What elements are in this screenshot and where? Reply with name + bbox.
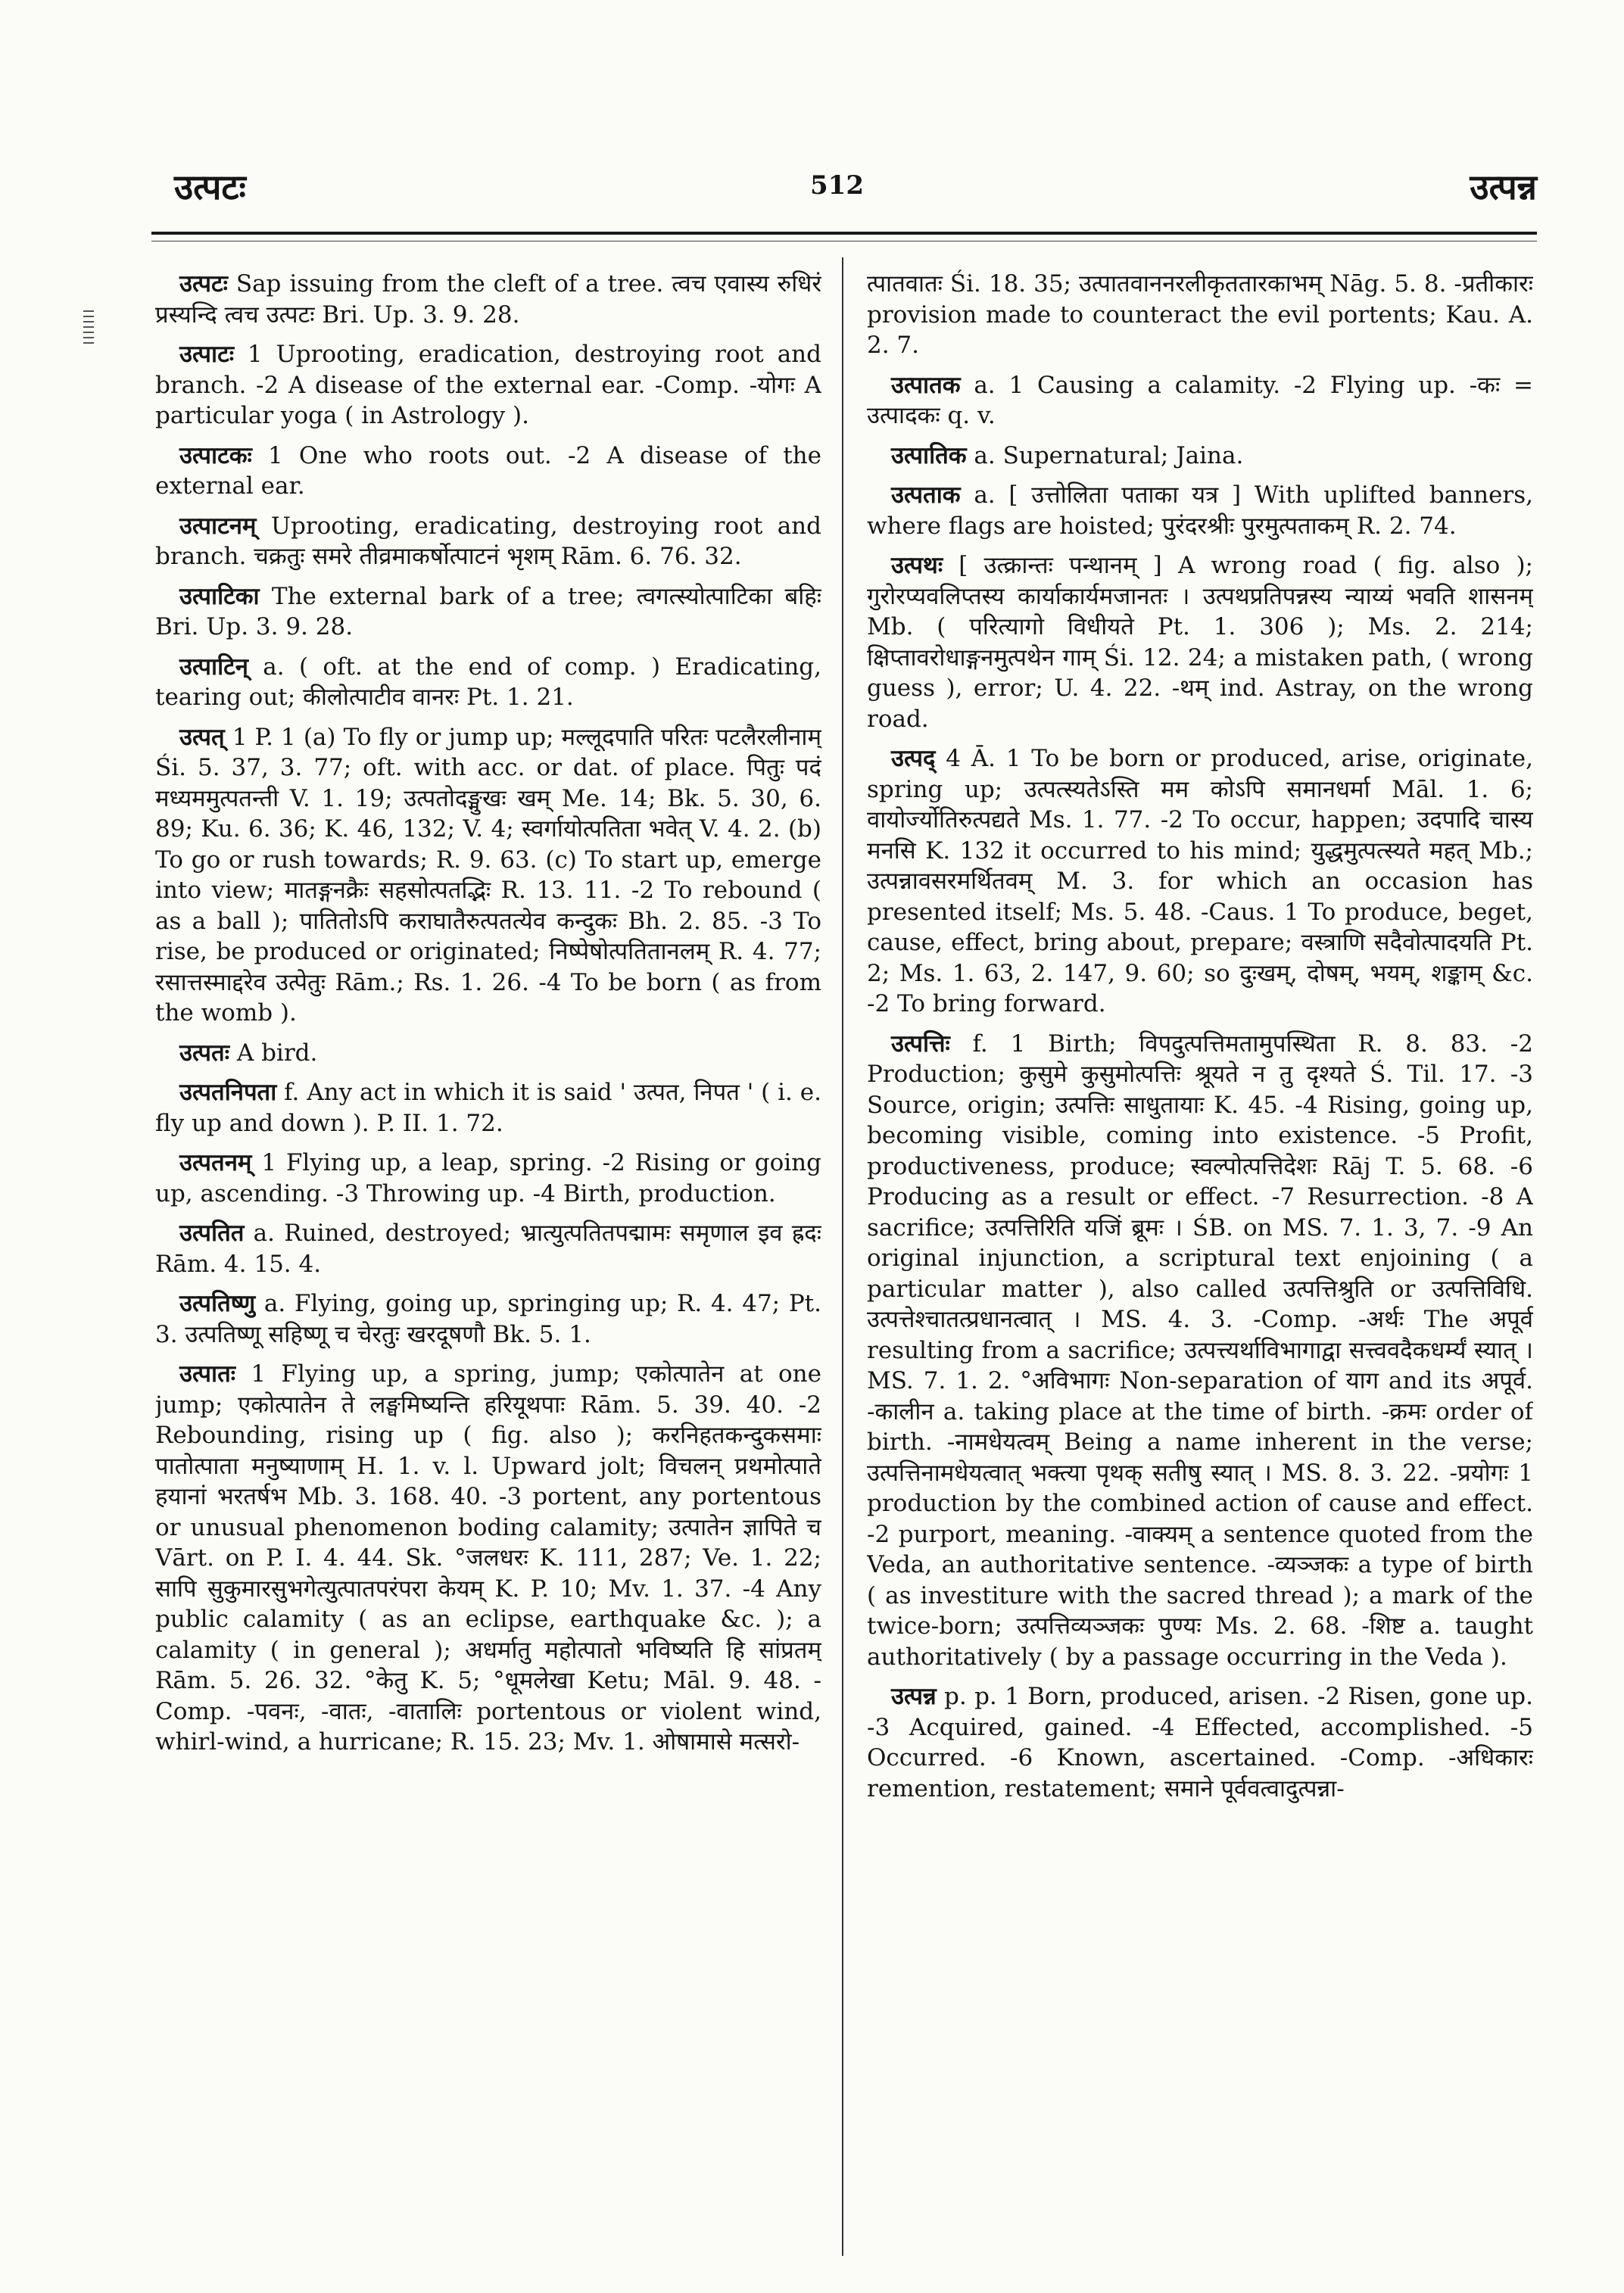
entry-headword: उत्पाटकः	[179, 441, 252, 469]
entry-definition: a. ( oft. at the end of comp. ) Eradicating, tearing out; कीलोत्पाटीव वानरः Pt. 1. 21.	[155, 653, 821, 711]
entry-definition: 1 P. 1 (a) To fly or jump up; मल्लूदपाति परितः पटलैरलीनाम् Śi. 5. 37, 3. 77; oft. with acc. or dat. of place. पितुः पदं मध्यममुत्पतन्ती V. 1. 19; उत्पतोदङ्मुखः खम् Me. 14; Bk. 5. 30, 6. 89; Ku. 6. 36; K. 46, 132; V. 4; स्वर्गायोत्पतिता भवेत् V. 4. 2. (b) To go or rush towards; R. 9. 63. (c) To start up, emerge into view; मातङ्गनक्रैः सहसोत्पतद्भिः R. 13. 11. -2 To rebound ( as a ball ); पातितोऽपि कराघातैरुत्पतत्येव कन्दुकः Bh. 2. 85. -3 To rise, be produced or originated; निष्पेषोत्पतितानलम् R. 4. 77; रसात्तस्माद्दरेव उत्पेतुः Rām.; Rs. 1. 26. -4 To be born ( as from the womb ).	[155, 723, 821, 1027]
dictionary-entry	[155, 1038, 821, 1069]
entry-headword: उत्पत्	[179, 723, 225, 751]
entry-headword: उत्पतनिपता	[179, 1079, 277, 1106]
dictionary-entry	[155, 1077, 821, 1139]
entry-headword: उत्पाटिन्	[179, 653, 248, 681]
dictionary-entry	[867, 550, 1533, 734]
entry-definition: p. p. 1 Born, produced, arisen. -2 Risen, gone up. -3 Acquired, gained. -4 Effected, accomplished. -5 Occurred. -6 Known, ascertained. -Comp. -अधिकारः remention, restatement; समाने पूर्ववत्वादुत्पन्ना-	[867, 1683, 1533, 1802]
page-header	[151, 163, 1537, 216]
dictionary-entry	[867, 1029, 1533, 1673]
entry-headword: उत्पतित	[179, 1220, 245, 1247]
entry-headword: उत्पटः	[179, 270, 228, 298]
entry-definition: Uprooting, eradicating, destroying root and branch. चक्रतुः समरे तीव्रमाकर्षोत्पाटनं भृशम् Rām. 6. 76. 32.	[155, 512, 821, 570]
entry-definition: f. 1 Birth; विपदुत्पत्तिमतामुपस्थिता R. 8. 83. -2 Production; कुसुमे कुसुमोत्पत्तिः श्रूयते न तु दृश्यते Ś. Til. 17. -3 Source, origin; उत्पत्तिः साधुतायाः K. 45. -4 Rising, going up, becoming visible, coming into existence. -5 Profit, productiveness, produce; स्वल्पोत्पत्तिदेशः Rāj T. 5. 68. -6 Producing as a result or effect. -7 Resurrection. -8 A sacrifice; उत्पत्तिरिति यजिं ब्रूमः । ŚB. on MS. 7. 1. 3, 7. -9 An original injunction, a scriptural text enjoining ( a particular matter ), also called उत्पत्तिश्रुति or उत्पत्तिविधि. उत्पत्तेश्चातत्प्रधानत्वात् । MS. 4. 3. -Comp. -अर्थः The अपूर्व resulting from a sacrifice; उत्पत्त्यर्थाविभागाद्वा सत्त्ववदैकधर्म्यं स्यात् । MS. 7. 1. 2. °अविभागः Non-separation of याग and its अपूर्व. -कालीन a. taking place at the time of birth. -क्रमः order of birth. -नामधेयत्वम् Being a name inherent in the verse; उत्पत्तिनामधेयत्वात् भक्त्या पृथक् सतीषु स्यात् । MS. 8. 3. 22. -प्रयोगः 1 production by the combined action of cause and effect. -2 purport, meaning. -वाक्यम् a sentence quoted from the Veda, an authoritative sentence. -व्यञ्जकः a type of birth ( as investiture with the sacred thread ); a mark of the twice-born; उत्पत्तिव्यञ्जकः पुण्यः Ms. 2. 68. -शिष्ट a. taught authoritatively ( by a passage occurring in the Veda ).	[867, 1030, 1533, 1671]
dictionary-entry	[867, 441, 1533, 472]
dictionary-entry	[155, 1148, 821, 1209]
entry-headword: उत्पतनम्	[179, 1149, 252, 1176]
entry-definition: 1 One who roots out. -2 A disease of the external ear.	[155, 441, 821, 500]
dictionary-entry	[867, 370, 1533, 431]
entry-definition: 4 Ā. 1 To be born or produced, arise, originate, spring up; उत्पत्स्यतेऽस्ति मम कोऽपि समानधर्मा Māl. 1. 6; वायोर्ज्योतिरुत्पद्यते Ms. 1. 77. -2 To occur, happen; उदपादि चास्य मनसि K. 132 it occurred to his mind; युद्धमुत्पत्स्यते महत् Mb.; उत्पन्नावसरमर्थितवम् M. 3. for which an occasion has presented itself; Ms. 5. 48. -Caus. 1 To produce, beget, cause, effect, bring about, prepare; वस्त्राणि सदैवोत्पादयति Pt. 2; Ms. 1. 63, 2. 147, 9. 60; so दुःखम्, दोषम्, भयम्, शङ्काम् &c. -2 To bring forward.	[867, 745, 1533, 1017]
entry-headword: उत्पाटः	[179, 341, 234, 368]
dictionary-entry	[155, 1218, 821, 1279]
entry-definition: 1 Uprooting, eradication, destroying root and branch. -2 A disease of the external ear. -Comp. -योगः A particular yoga ( in Astrology ).	[155, 341, 821, 429]
dictionary-entry	[867, 269, 1533, 361]
page-number: 512	[810, 170, 864, 201]
dictionary-entry	[155, 339, 821, 431]
entry-definition: 1 Flying up, a leap, spring. -2 Rising or going up, ascending. -3 Throwing up. -4 Birth, production.	[155, 1149, 821, 1207]
dictionary-entry	[155, 652, 821, 713]
left-column	[155, 269, 821, 2252]
entry-headword: उत्पातक	[891, 371, 961, 399]
entry-definition: a. Flying, going up, springing up; R. 4. 47; Pt. 3. उत्पतिष्णू सहिष्णू च चेरतुः खरदूषणौ Bk. 5. 1.	[155, 1290, 821, 1348]
dictionary-entry	[155, 722, 821, 1029]
entry-headword: उत्पत्तिः	[891, 1030, 950, 1058]
entry-headword: उत्पताक	[891, 481, 961, 509]
entry-headword: उत्पातिक	[891, 441, 967, 469]
entry-headword: उत्पाटिका	[179, 582, 260, 610]
header-right-headword: उत्पन्न	[1470, 167, 1537, 207]
entry-definition: a. Supernatural; Jaina.	[966, 441, 1244, 469]
column-divider	[842, 257, 843, 2256]
dictionary-entry	[155, 441, 821, 502]
entry-headword: उत्पाटनम्	[179, 512, 257, 540]
entry-definition: [ उत्क्रान्तः पन्थानम् ] A wrong road ( fig. also ); गुरोरप्यवलिप्तस्य कार्याकार्यमजानतः । उत्पथप्रतिपन्नस्य न्याय्यं भवति शासनम् Mb. ( परित्यागो विधीयते Pt. 1. 306 ); Ms. 2. 214; क्षिप्तावरोधाङ्गनमुत्पथेन गाम् Śi. 12. 24; a mistaken path, ( wrong guess ), error; U. 4. 22. -थम् ind. Astray, on the wrong road.	[867, 552, 1533, 733]
entry-headword: उत्पथः	[891, 552, 943, 579]
entry-headword: उत्पन्न	[891, 1683, 937, 1710]
entry-headword: उत्पातः	[179, 1360, 235, 1388]
entry-definition: The external bark of a tree; त्वगत्स्योत्पाटिका बहिः Bri. Up. 3. 9. 28.	[155, 582, 821, 640]
dictionary-entry	[155, 511, 821, 572]
dictionary-entry	[155, 1359, 821, 1758]
margin-marks	[83, 310, 94, 347]
header-left-headword: उत्पटः	[174, 167, 246, 207]
dictionary-entry	[867, 1681, 1533, 1804]
entry-definition: f. Any act in which it is said ' उत्पत, निपत ' ( i. e. fly up and down ). P. II. 1. 72.	[155, 1079, 821, 1137]
entry-headword: उत्पतिष्णु	[179, 1290, 256, 1317]
entry-definition: a. [ उत्तोलिता पताका यत्र ] With uplifted banners, where flags are hoisted; पुरंदरश्रीः पुरमुत्पताकम् R. 2. 74.	[867, 481, 1533, 540]
dictionary-entry	[867, 480, 1533, 541]
entry-headword: उत्पतः	[179, 1039, 229, 1067]
entry-definition: A bird.	[229, 1039, 318, 1067]
right-column	[867, 269, 1533, 2252]
entry-definition: a. Ruined, destroyed; भ्रात्युत्पतितपद्मामः समृणाल इव ह्रदः Rām. 4. 15. 4.	[155, 1220, 821, 1278]
dictionary-entry	[155, 581, 821, 643]
header-rule-thick	[151, 232, 1537, 235]
dictionary-entry	[155, 1288, 821, 1350]
dictionary-entry	[867, 743, 1533, 1020]
dictionary-entry	[155, 269, 821, 330]
entry-definition: त्पातवातः Śi. 18. 35; उत्पातवाननरलीकृततारकाभम् Nāg. 5. 8. -प्रतीकारः provision made to counteract the evil portents; Kau. A. 2. 7.	[867, 270, 1533, 359]
entry-definition: Sap issuing from the cleft of a tree. त्वच एवास्य रुधिरं प्रस्यन्दि त्वच उत्पटः Bri. Up. 3. 9. 28.	[155, 270, 821, 329]
entry-definition: 1 Flying up, a spring, jump; एकोत्पातेन at one jump; एकोत्पातेन ते लङ्घमिष्यन्ति हरियूथपाः Rām. 5. 39. 40. -2 Rebounding, rising up ( fig. also ); करनिहतकन्दुकसमाः पातोत्पाता मनुष्याणाम् H. 1. v. l. Upward jolt; विचलन् प्रथमोत्पाते हयानां भरतर्षभ Mb. 3. 168. 40. -3 portent, any portentous or unusual phenomenon boding calamity; उत्पातेन ज्ञापिते च Vārt. on P. I. 4. 44. Sk. °जलधरः K. 111, 287; Ve. 1. 22; सापि सुकुमारसुभगेत्युत्पातपरंपरा केयम् K. P. 10; Mv. 1. 37. -4 Any public calamity ( as an eclipse, earthquake &c. ); a calamity ( in general ); अधर्मातु महोत्पातो भविष्यति हि सांप्रतम् Rām. 5. 26. 32. °केतु K. 5; °धूमलेखा Ketu; Māl. 9. 48. -Comp. -पवनः, -वातः, -वातालिः portentous or violent wind, whirl-wind, a hurricane; R. 15. 23; Mv. 1. ओषामासे मत्सरो-	[155, 1360, 821, 1756]
entry-definition: a. 1 Causing a calamity. -2 Flying up. -कः = उत्पादकः q. v.	[867, 371, 1533, 429]
entry-headword: उत्पद्	[891, 745, 936, 772]
